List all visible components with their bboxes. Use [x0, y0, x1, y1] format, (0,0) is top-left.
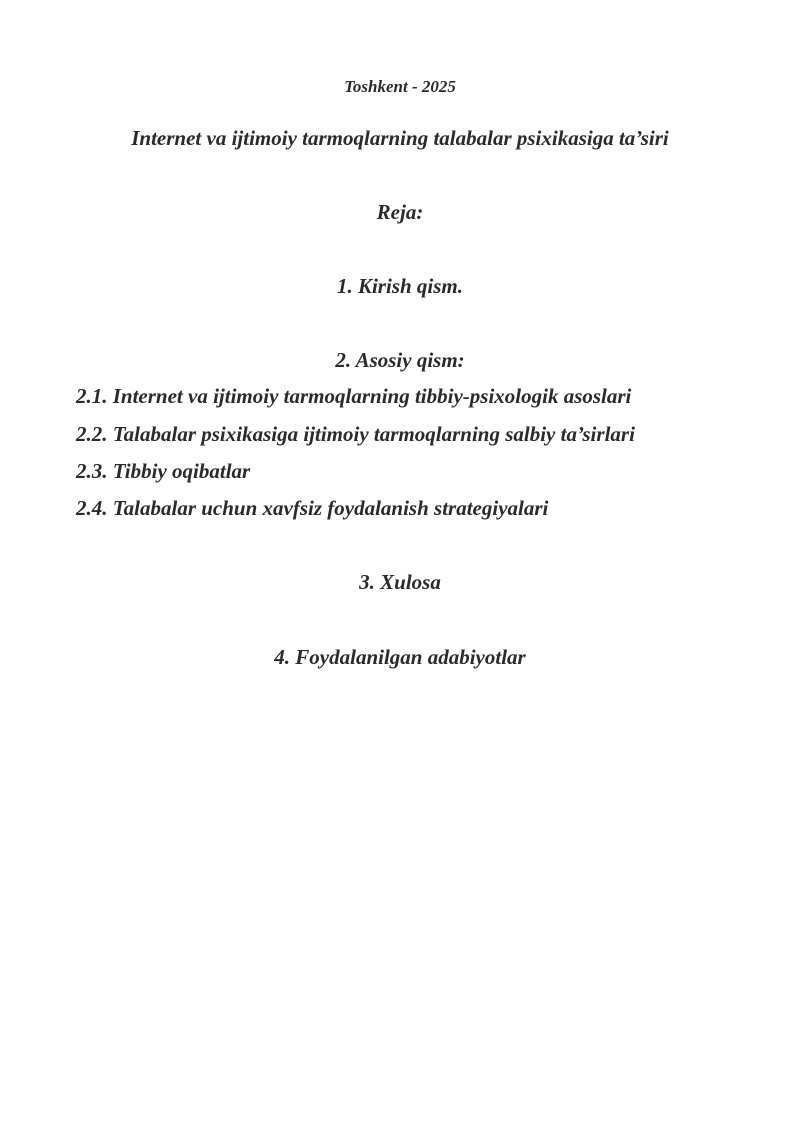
plan-subsection-2-4: 2.4. Talabalar uchun xavfsiz foydalanish strategiyalari [76, 496, 549, 520]
plan-section-main: 2. Asosiy qism: [335, 348, 465, 372]
plan-subsection-2-2: 2.2. Talabalar psixikasiga ijtimoiy tarmoqlarning salbiy ta’sirlari [76, 422, 635, 446]
document-title: Internet va ijtimoiy tarmoqlarning talabalar psixikasiga ta’siri [131, 126, 669, 150]
plan-section-conclusion: 3. Xulosa [359, 570, 441, 594]
plan-subsection-2-1: 2.1. Internet va ijtimoiy tarmoqlarning tibbiy-psixologik asoslari [76, 384, 632, 408]
plan-subsection-2-3: 2.3. Tibbiy oqibatlar [76, 459, 251, 483]
city-year: Toshkent - 2025 [344, 77, 456, 96]
plan-section-intro: 1. Kirish qism. [336, 274, 464, 298]
plan-heading: Reja: [376, 200, 424, 224]
plan-section-references: 4. Foydalanilgan adabiyotlar [274, 645, 526, 669]
